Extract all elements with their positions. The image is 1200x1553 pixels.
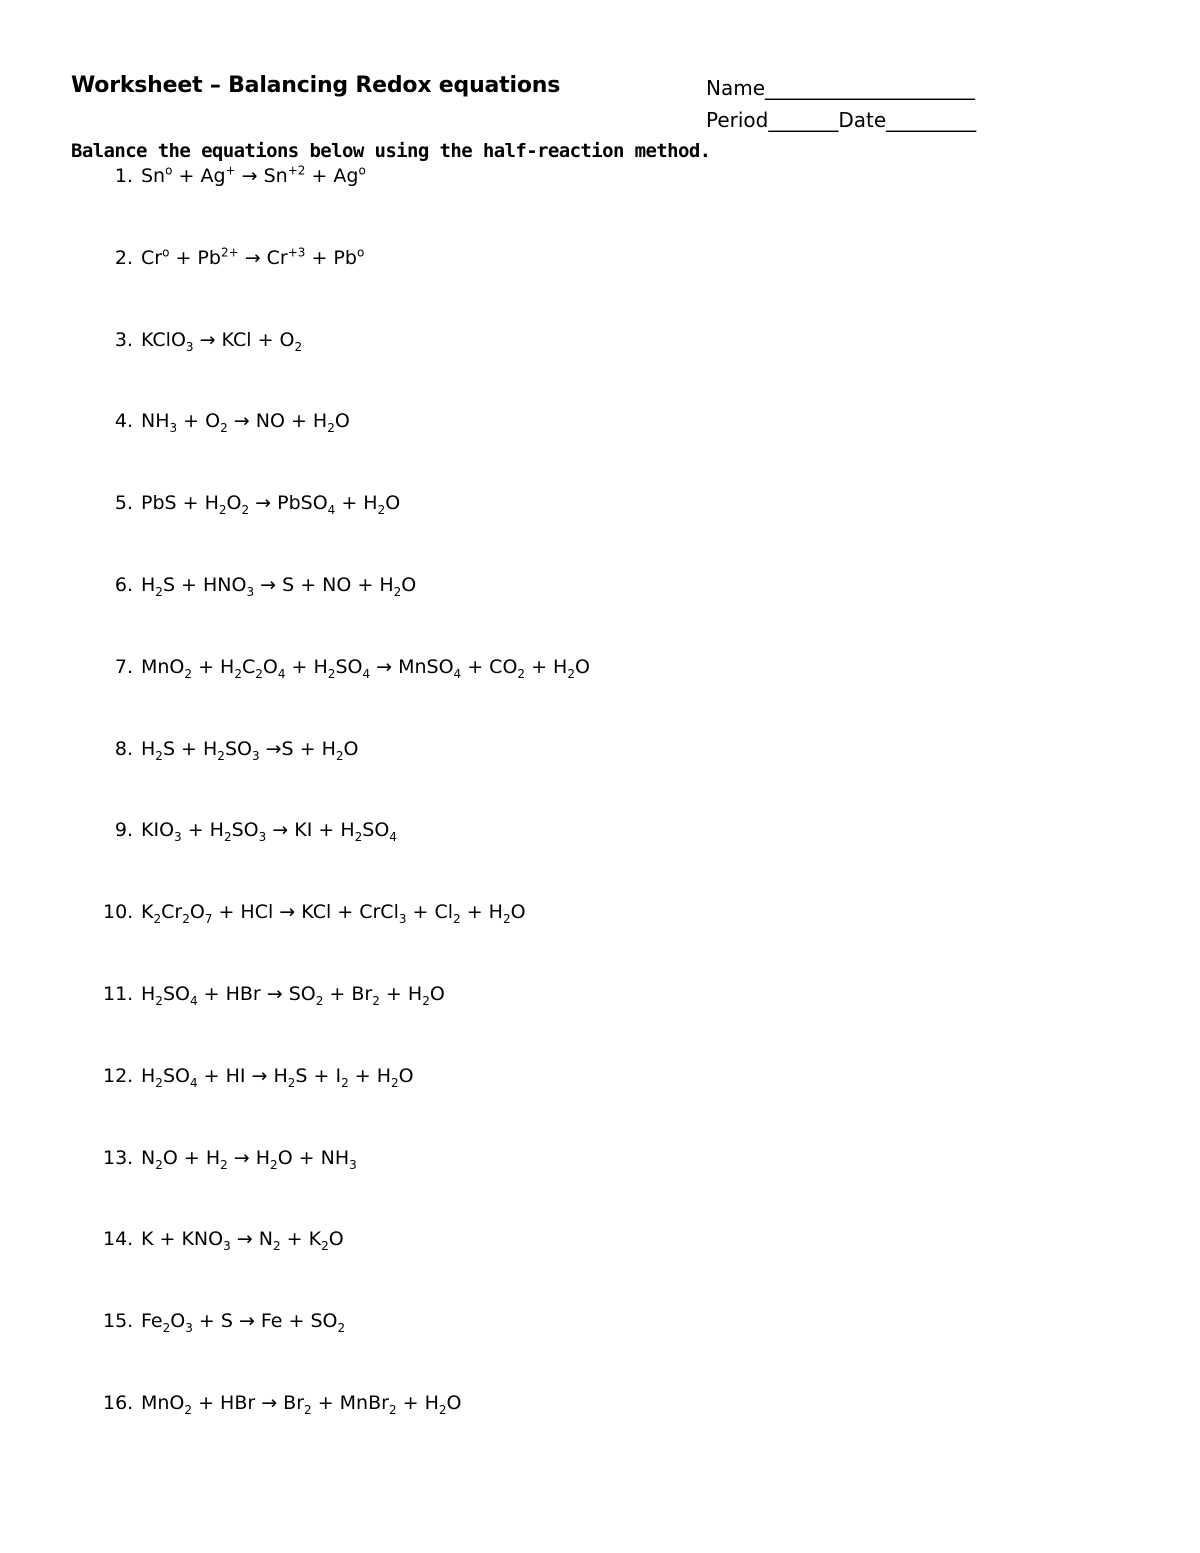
problem-equation: $NH_3 + O_2$ → NO + $H_2O$ bbox=[141, 410, 350, 435]
problem-equation: PbS + $H_2O_2$ → PbSO$_4$ + $H_2O$ bbox=[141, 492, 401, 517]
period-date-field: Period_______Date_________ bbox=[706, 108, 977, 132]
problem-equation: $H_2SO_4$ + HBr → $SO_2 + Br_2 + H_2O$ bbox=[141, 983, 445, 1008]
problem-equation: $K + KNO_3 \to N_2 + K_2O$ bbox=[141, 1228, 344, 1253]
problem-equation: MnO$_2$ + HBr → $Br_2$ + MnBr$_2$ + $H_2O$ bbox=[141, 1392, 462, 1417]
problem-equation: $KIO_3 + H_2SO_3$ → KI + $H_2SO_4$ bbox=[141, 819, 397, 844]
problem-equation: $N_2O + H_2 \to H_2O + NH_3$ bbox=[141, 1147, 357, 1172]
problem-number: 6. bbox=[114, 574, 133, 596]
problem-number: 5. bbox=[114, 492, 133, 514]
problem-number: 8. bbox=[114, 738, 133, 760]
problem-equation: $Cr^o + Pb^{2+} \to Cr^{+3} + Pb^o$ bbox=[141, 245, 365, 269]
problem-number: 16. bbox=[103, 1392, 134, 1414]
problem-equation: $K_2Cr_2O_7$ + HCl → KCl + CrCl$_3$ + $Cl_2 + H_2O$ bbox=[141, 901, 526, 926]
problem-number: 1. bbox=[114, 165, 133, 187]
problem-equation: $H_2S + H_2SO_3 \to S + H_2O$ bbox=[141, 738, 359, 763]
problem-equation: $H_2SO_4$ + HI → $H_2S + I_2 + H_2O$ bbox=[141, 1065, 414, 1090]
problem-equation: $Sn^o + Ag^+ \to Sn^{+2} + Ag^o$ bbox=[141, 163, 366, 187]
problem-equation: $Fe_2O_3 + S \to Fe + SO_2$ bbox=[141, 1310, 346, 1335]
problem-number: 14. bbox=[103, 1228, 134, 1250]
problem-number: 15. bbox=[103, 1310, 134, 1332]
name-field: Name_____________________ bbox=[706, 76, 976, 100]
problem-number: 10. bbox=[103, 901, 134, 923]
problem-equation: $MnO_2 + H_2C_2O_4 + H_2SO_4$ → MnSO$_4$ + $CO_2 + H_2O$ bbox=[141, 656, 590, 681]
problem-equation: KClO$_3$ → KCl + $O_2$ bbox=[141, 329, 303, 354]
problem-number: 9. bbox=[114, 819, 133, 841]
problem-equation: $H_2S + HNO_3 \to S$ + NO + $H_2O$ bbox=[141, 574, 417, 599]
problem-number: 11. bbox=[103, 983, 134, 1005]
instructions: Balance the equations below using the half-reaction method. bbox=[71, 140, 711, 162]
problem-number: 4. bbox=[114, 410, 133, 432]
problem-number: 3. bbox=[114, 329, 133, 351]
problem-number: 12. bbox=[103, 1065, 134, 1087]
worksheet-title: Worksheet – Balancing Redox equations bbox=[71, 73, 561, 98]
problem-number: 2. bbox=[114, 247, 133, 269]
problem-number: 7. bbox=[114, 656, 133, 678]
problem-number: 13. bbox=[103, 1147, 134, 1169]
